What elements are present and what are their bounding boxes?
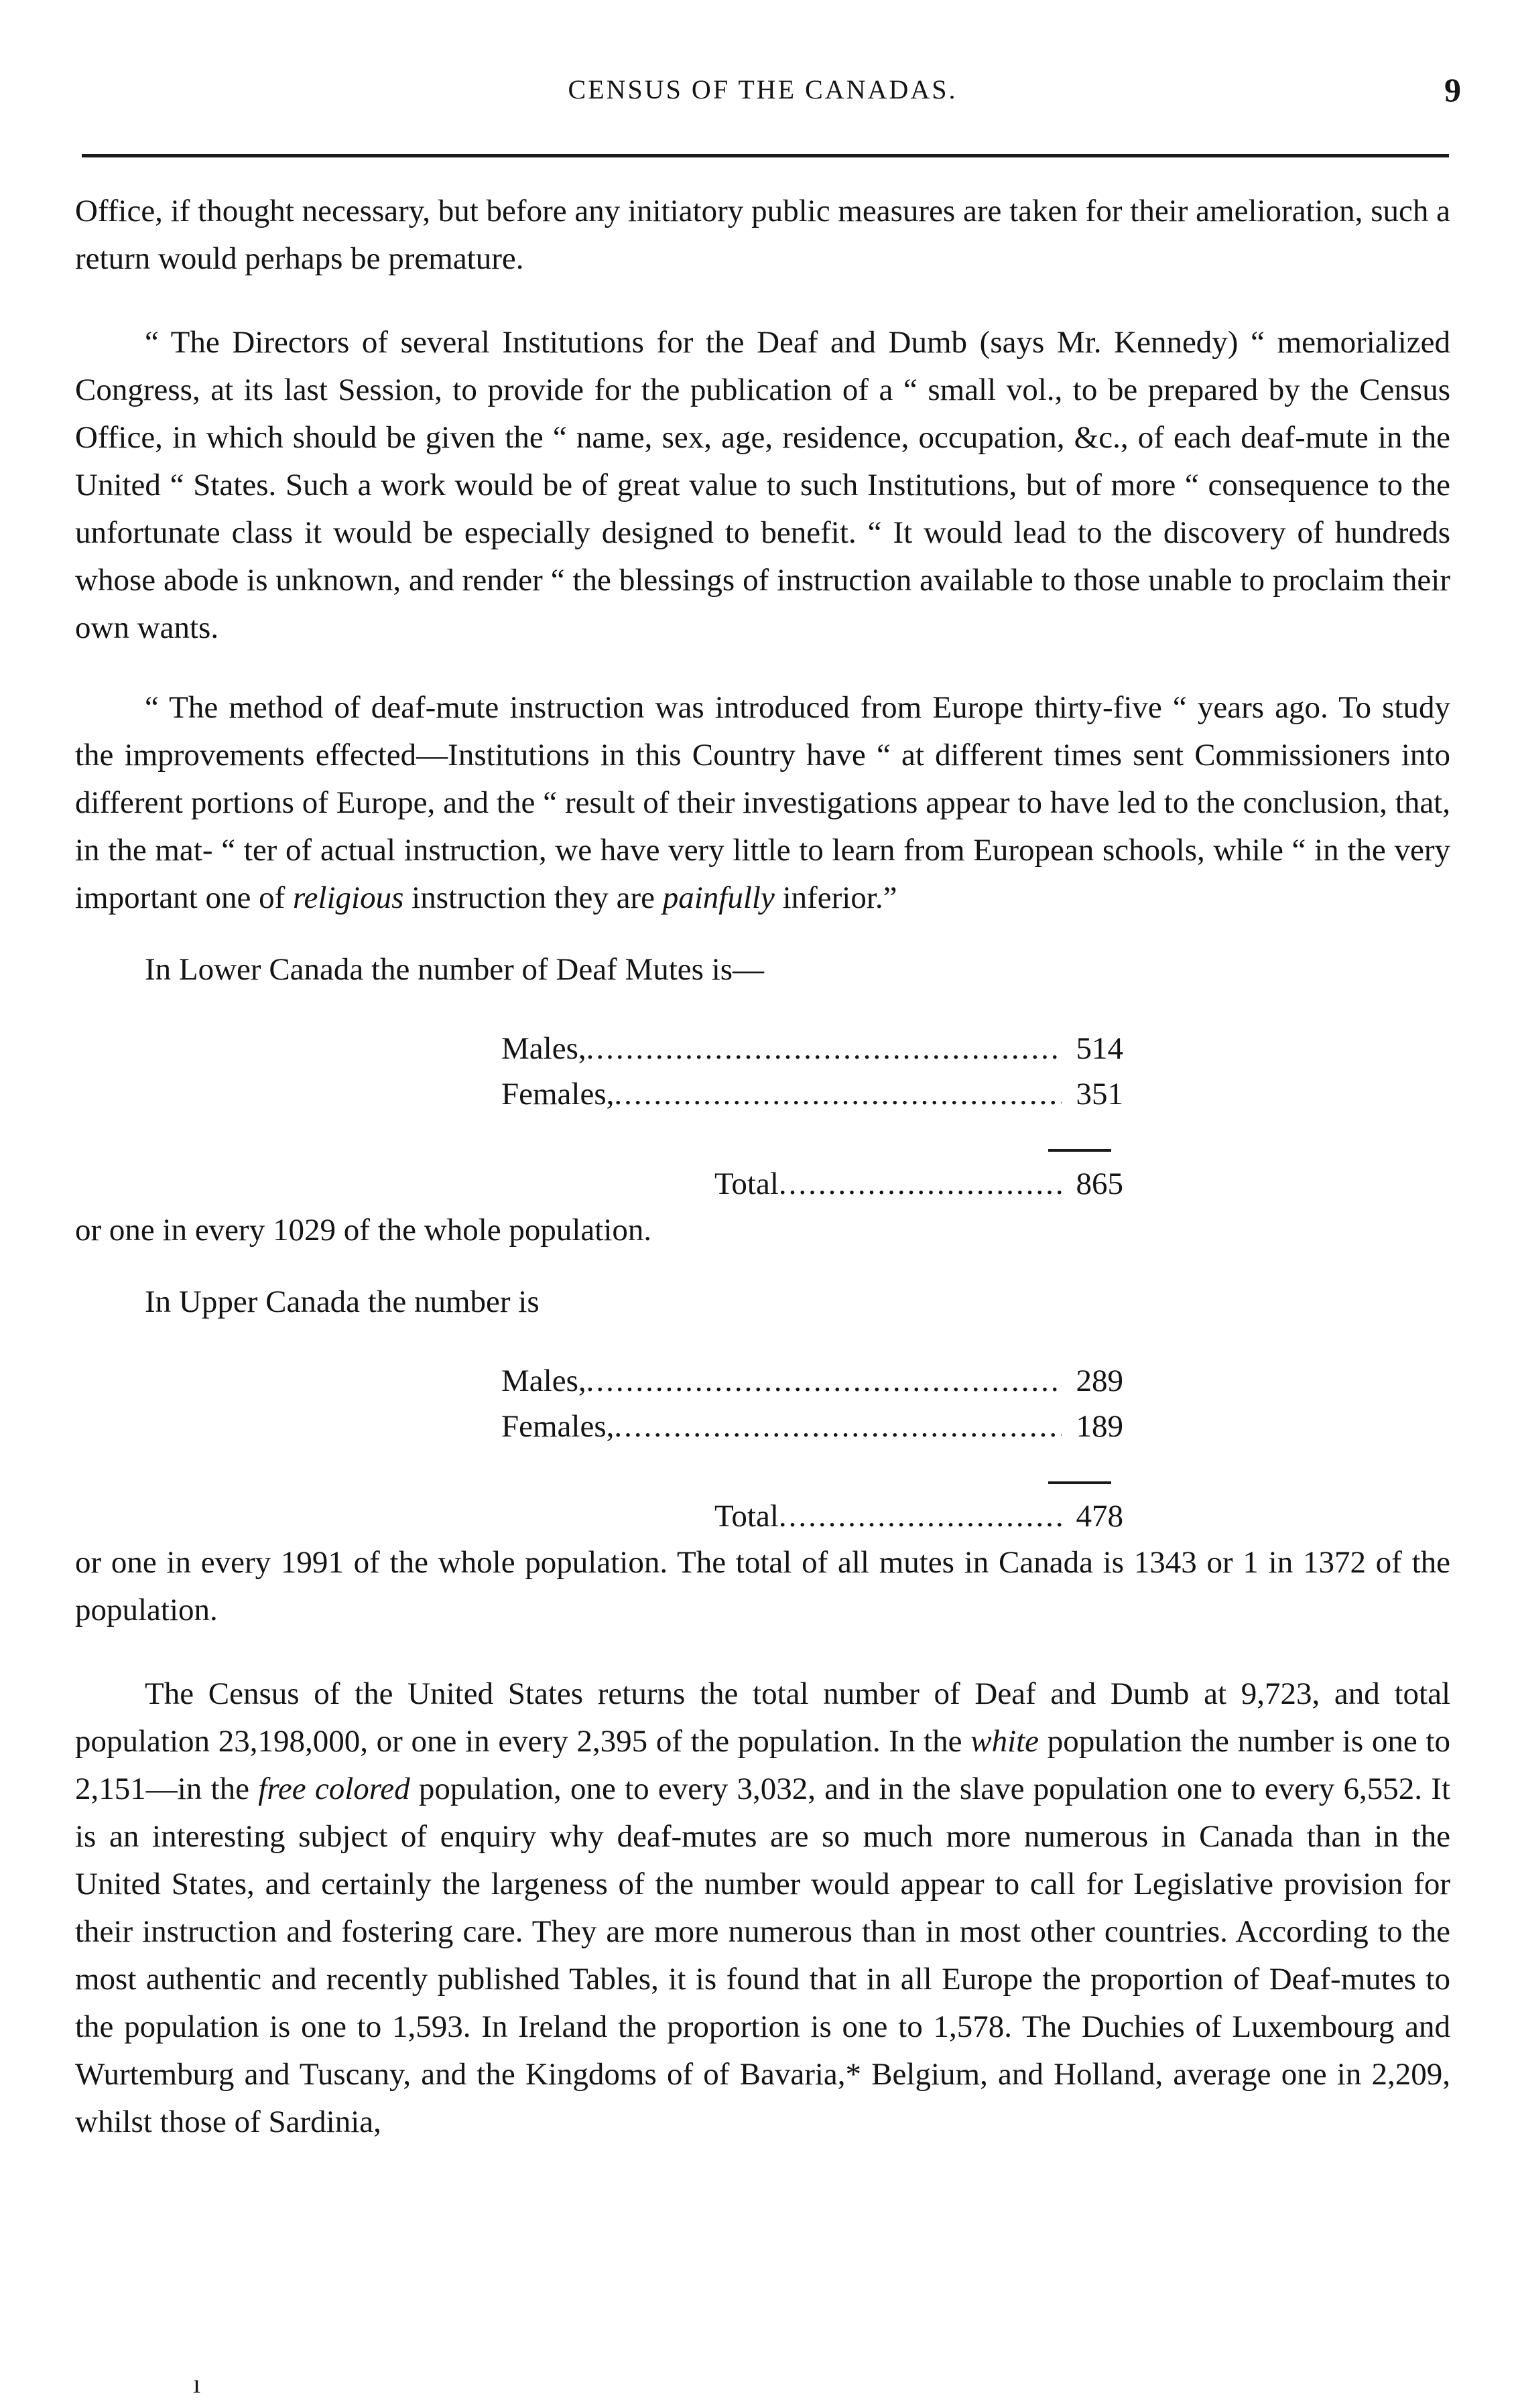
lower-canada-table xyxy=(501,1026,1123,1207)
quote-text-b: instruction they are xyxy=(403,880,663,915)
lower-canada-intro: In Lower Canada the number of Deaf Mutes is— xyxy=(145,952,765,987)
row-label: Females, xyxy=(501,1077,615,1112)
row-label: Females, xyxy=(501,1409,615,1444)
total-label: Total xyxy=(714,1499,779,1534)
row-label: Males, xyxy=(501,1031,586,1066)
us-emphasis-white: white xyxy=(970,1724,1039,1759)
paragraph-united-states xyxy=(75,1670,1450,2146)
upper-canada-ratio: or one in every 1991 of the whole population. The total of all mutes in Canada is 1343 or 1 in 1372 of the population. xyxy=(75,1545,1450,1627)
us-text-c: population, one to every 3,032, and in the slave population one to every 6,552. It is an interesting subject of enquiry why deaf-mutes are so much more numerous in Canada than in the United States, and certainly the largeness of the number would appear to call for Legislative provision for their instruction and fostering care. They are more numerous than in most other countries. According to the most authentic and recently published Tables, it is found that in all Europe the proportion of Deaf-mutes to the population is one to 1,593. In Ireland the proportion is one to 1,578. The Duchies of Luxembourg and Wurtemburg and Tuscany, and the Kingdoms of of Bavaria,* Belgium, and Holland, average one in 2,209, whilst those of Sardinia, xyxy=(75,1771,1451,2139)
running-title: CENSUS OF THE CANADAS. xyxy=(568,74,958,105)
leader-dots xyxy=(586,1026,1062,1071)
leader-dots xyxy=(779,1161,1062,1207)
table-row xyxy=(501,1071,1123,1117)
sum-rule xyxy=(1048,1149,1111,1152)
total-label: Total xyxy=(714,1166,779,1201)
upper-canada-intro: In Upper Canada the number is xyxy=(145,1284,540,1319)
quote-text-a: “ The method of deaf-mute instruction was introduced from Europe thirty-five “ years ago. To study the improvements effected—Institutions in this Country have “ at different times sent Commissioners into different portions of Europe, and the “ result of their investigations appear to have led to the conclusion, that, in the mat- “ ter of actual instruction, we have very little to learn from European schools, while “ in the very important one of xyxy=(75,690,1450,915)
us-emphasis-free-colored: free colored xyxy=(258,1771,410,1806)
quote-text-c: inferior.” xyxy=(774,880,897,915)
upper-canada-table xyxy=(501,1358,1123,1539)
us-text-b: population the number is one to 2,151—in the xyxy=(75,1724,1450,1806)
lower-canada-ratio: or one in every 1029 of the whole population. xyxy=(75,1213,652,1248)
footer-mark: ı xyxy=(193,2368,201,2399)
header-rule xyxy=(82,154,1449,157)
running-head xyxy=(75,70,1461,110)
paragraph-kennedy-quote: “ The Directors of several Institutions for the Deaf and Dumb (says Mr. Kennedy) “ memorialized Congress, at its last Session, to provide for the publication of a “ small vol., to be prepared by the Census Office, in which should be given the “ name, sex, age, residence, occupation, &c., of each deaf-mute in the United “ States. Such a work would be of great value to such Institutions, but of more “ consequence to the unfortunate class it would be especially designed to benefit. “ It would lead to the discovery of hundreds whose abode is unknown, and render “ the blessings of instruction available to those unable to proclaim their own wants. xyxy=(75,325,1450,645)
total-value: 865 xyxy=(1076,1166,1123,1201)
leader-dots xyxy=(586,1358,1062,1404)
body-text xyxy=(75,188,1450,2146)
row-value: 351 xyxy=(1076,1077,1123,1112)
row-value: 189 xyxy=(1076,1409,1123,1444)
page-number: 9 xyxy=(1444,71,1461,109)
leader-dots xyxy=(779,1493,1062,1539)
row-value: 514 xyxy=(1076,1031,1123,1066)
sum-rule xyxy=(1048,1481,1111,1484)
quote-emphasis-religious: religious xyxy=(293,880,404,915)
leader-dots xyxy=(614,1404,1062,1449)
leader-dots xyxy=(614,1071,1062,1117)
paragraph-continuation: Office, if thought necessary, but before any initiatory public measures are taken for their amelioration, such a return would perhaps be premature. xyxy=(75,194,1450,276)
table-row xyxy=(501,1026,1123,1071)
table-row xyxy=(501,1404,1123,1449)
row-label: Males, xyxy=(501,1363,586,1398)
total-value: 478 xyxy=(1076,1499,1123,1534)
us-text-a: The Census of the United States returns the total number of Deaf and Dumb at 9,723, and total population 23,198,000, or one in every 2,395 of the population. In the xyxy=(75,1676,1450,1759)
total-row xyxy=(714,1161,1123,1207)
row-value: 289 xyxy=(1076,1363,1123,1398)
quote-emphasis-painfully: painfully xyxy=(662,880,775,915)
table-row xyxy=(501,1358,1123,1404)
paragraph-method-quote xyxy=(75,684,1450,922)
total-row xyxy=(714,1493,1123,1539)
